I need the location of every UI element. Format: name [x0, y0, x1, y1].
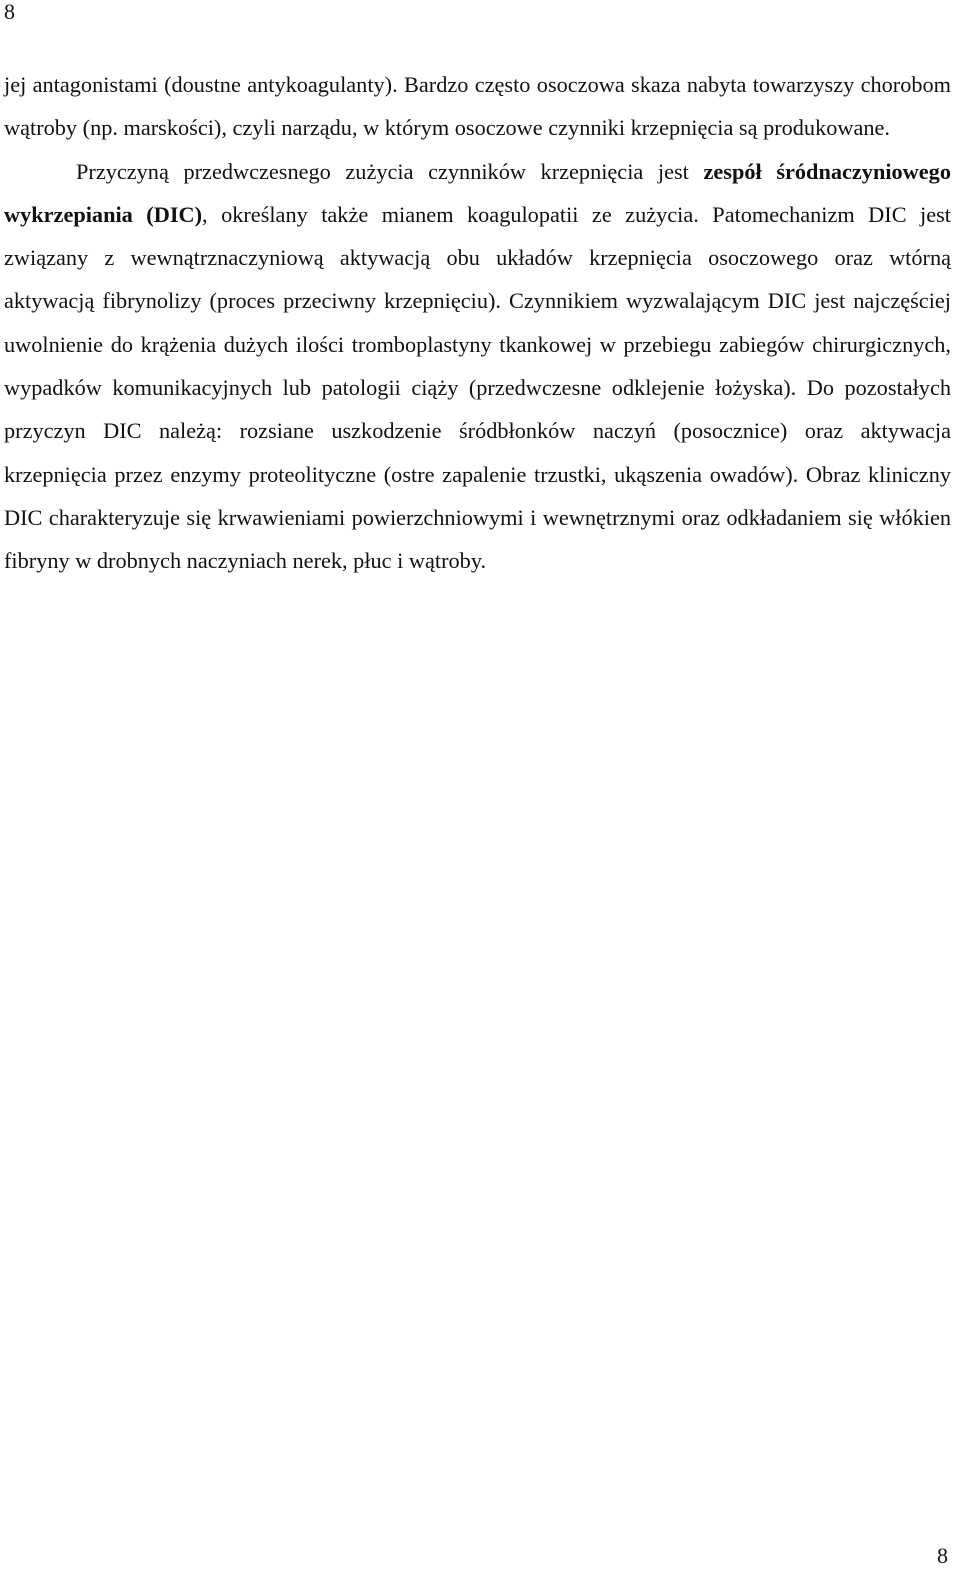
document-body	[4, 63, 951, 583]
paragraph-2	[4, 150, 951, 583]
paragraph-2-body: , określany także mianem koagulopatii ze zużycia. Patomechanizm DIC jest związany z wewnątrznaczyniową aktywacją obu układów krzepnięcia osoczowego oraz wtórną aktywacją fibrynolizy (proces przeciwny krzepnięciu). Czynnikiem wyzwalającym DIC jest najczęściej uwolnienie do krążenia dużych ilości tromboplastyny tkankowej w przebiegu zabiegów chirurgicznych, wypadków komunikacyjnych lub patologii ciąży (przedwczesne odklejenie łożyska). Do pozostałych przyczyn DIC należą: rozsiane uszkodzenie śródbłonków naczyń (posocznice) oraz aktywacja krzepnięcia przez enzymy proteolityczne (ostre zapalenie trzustki, ukąszenia owadów). Obraz kliniczny DIC charakteryzuje się krwawieniami powierzchniowymi i wewnętrznymi oraz odkładaniem się włókien fibryny w drobnych naczyniach nerek, płuc i wątroby.	[4, 201, 951, 574]
paragraph-1: jej antagonistami (doustne antykoagulanty). Bardzo często osoczowa skaza nabyta towarzyszy chorobom wątroby (np. marskości), czyli narządu, w którym osoczowe czynniki krzepnięcia są produkowane.	[4, 72, 951, 141]
paragraph-2-intro: Przyczyną przedwczesnego zużycia czynników krzepnięcia jest	[76, 158, 704, 184]
page-number-bottom: 8	[937, 1543, 948, 1568]
page-number-top: 8	[4, 0, 15, 24]
dic-term: zespół śródnaczyniowego wykrzepiania (DIC)	[4, 158, 951, 227]
